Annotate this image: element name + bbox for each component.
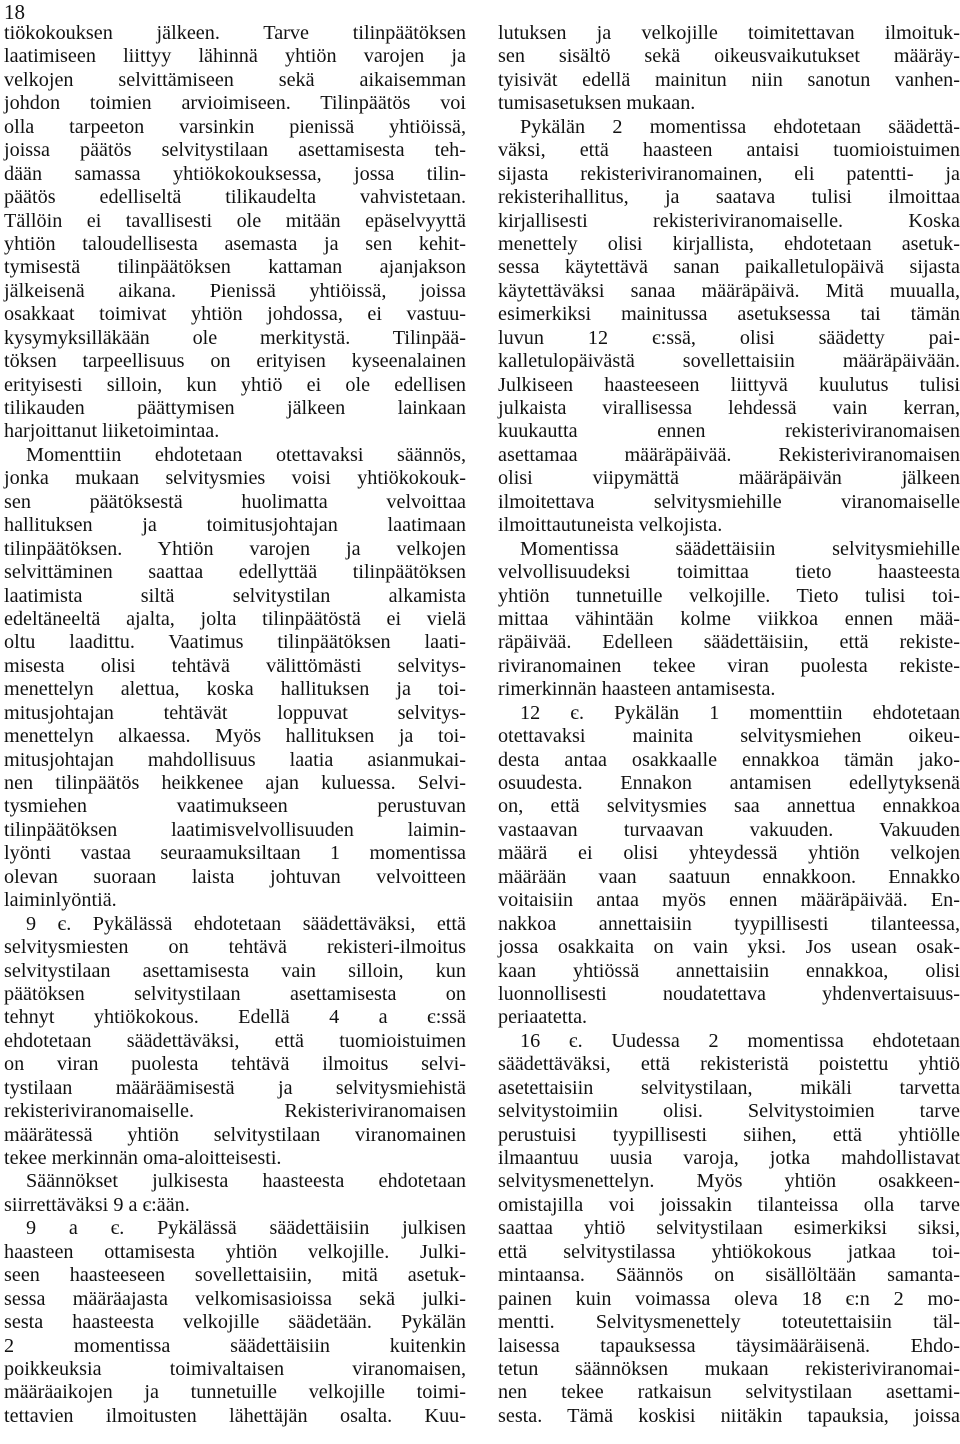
text-line: selvitystoimiin olisi. Selvitystoimien tarve	[498, 1100, 960, 1123]
text-line: velvollisuudeksi toimittaa tieto haasteesta	[498, 561, 960, 584]
text-line: voitaisiin antaa myös ennen määräpäivää. En-	[498, 889, 960, 912]
text-line: perustuisi tyypillisesti siihen, että yhtiölle	[498, 1123, 960, 1146]
text-line: olisi viipymättä määräpäivän jälkeen	[498, 467, 960, 490]
text-line: mitusjohtajan mahdollisuus laatia asianmukai-	[4, 748, 466, 771]
text-line: Tällöin ei tavallisesti ole mitään epäselvyyttä	[4, 209, 466, 232]
text-line: rekisterihallitus, ja saatava tulisi ilmoittaa	[498, 186, 960, 209]
text-line: räpäivää. Edelleen säädettäisiin, että rekiste-	[498, 631, 960, 654]
text-line: sesta haasteesta velkojille säädetään. Pykälän	[4, 1311, 466, 1334]
text-line: yhtiön taloudellisesta asemasta ja sen kehit-	[4, 232, 466, 255]
text-line: määrään vaan saatuun ennakkoon. Ennakko	[498, 865, 960, 888]
page-number: 18	[4, 0, 25, 24]
text-line: kalletulopäivästä sovellettaisiin määräpäivään.	[498, 350, 960, 373]
text-line: sessa määräajasta velkomisasioissa sekä julki-	[4, 1287, 466, 1310]
text-line: tehnyt yhtiökokous. Edellä 4 a є:ssä	[4, 1006, 466, 1029]
text-line: mitusjohtajan tehtävät loppuvat selvitys-	[4, 701, 466, 724]
text-line: määrä ei olisi yhteydessä yhtiön velkojen	[498, 842, 960, 865]
text-line: dään samassa yhtiökokouksessa, jossa tilin-	[4, 162, 466, 185]
text-line: menettely olisi kirjallista, ehdotetaan asetuk-	[498, 232, 960, 255]
text-line: mintaansa. Säännös on sisällöltään samanta-	[498, 1264, 960, 1287]
text-line: tilinpäätöksen. Yhtiön varojen ja velkojen	[4, 537, 466, 560]
text-line: tystilaan määräämisestä ja selvitysmiehistä	[4, 1076, 466, 1099]
text-line: nen tilinpäätös heikkenee ajan kuluessa. Selvi-	[4, 772, 466, 794]
text-line: laatimiseen liittyy lähinnä yhtiön varojen ja	[4, 45, 466, 68]
text-line: otettavaksi mainita selvitysmiehen oikeu-	[498, 725, 960, 748]
text-line: sessa käytettävä sanan paikalletulopäivä sijasta	[498, 256, 960, 279]
text-line: selvitystilaan asettamisesta vain silloin, kun	[4, 959, 466, 982]
text-line: seen haasteeseen sovellettaisiin, mitä asetuk-	[4, 1264, 466, 1287]
left-text-column	[4, 22, 466, 1428]
text-line: hallituksen ja toimitusjohtajan laatimaan	[4, 514, 466, 537]
text-line: tetun säännöksen mukaan rekisteriviranomai-	[498, 1357, 960, 1380]
text-line: laiminlyöntiä.	[4, 889, 117, 912]
text-line: 16 є. Uudessa 2 momentissa ehdotetaan	[520, 1029, 960, 1052]
text-line: tettavien ilmoitusten lähettäjän osalta. Kuu-	[4, 1404, 466, 1427]
text-line: menettelyn alkaessa. Myös hallituksen ja toi-	[4, 725, 466, 748]
text-line: määrätessä yhtiön selvitystilaan viranomainen	[4, 1123, 466, 1146]
text-line: mittaa vähintään kolme viikkoa ennen mää-	[498, 607, 960, 630]
text-line: että selvitystilassa yhtiökokous jatkaa toi-	[498, 1240, 960, 1263]
text-line: poikkeuksia toimivaltaisen viranomaisen,	[4, 1357, 466, 1380]
text-line: ilmoittautuneista velkojista.	[498, 514, 723, 537]
text-line: tilinpäätöksen laatimisvelvollisuuden laimin-	[4, 818, 466, 841]
text-line: tysmiehen vaatimukseen perustuvan	[4, 795, 466, 818]
text-line: esimerkiksi mainitussa asetuksessa tai tämän	[498, 303, 960, 326]
text-line: osuudesta. Ennakon antamisen edellytyksenä	[498, 772, 960, 794]
text-line: vastaavan turvaavan vakuuden. Vakuuden	[498, 818, 960, 841]
text-line: lyönti vastaa seuraamuksiltaan 1 momentissa	[4, 842, 466, 865]
text-line: selvitysmenettelyn. Myös yhtiön osakkeen-	[498, 1170, 960, 1193]
text-line: päätöksen selvitystilaan asettamisesta on	[4, 982, 466, 1005]
text-line: lutuksen ja velkojille toimitettavan ilmoituk-	[498, 22, 960, 44]
text-line: kaan yhtiössä annettaisiin ennakkoa, olisi	[498, 959, 960, 982]
text-line: harjoittanut liiketoimintaa.	[4, 420, 220, 443]
text-line: saattaa yhtiö selvitystilaan esimerkiksi siksi,	[498, 1217, 960, 1240]
text-line: oltu laadittu. Vaatimus tilinpäätöksen laati-	[4, 631, 466, 654]
text-line: painen kuin voimassa oleva 18 є:n 2 mo-	[498, 1287, 960, 1310]
text-line: osakkaat toimivat yhtiön johdossa, ei vastuu-	[4, 303, 466, 326]
text-line: kysymyksilläkään ole merkitystä. Tilinpää-	[4, 326, 466, 349]
text-line: rekisteriviranomaiselle. Rekisteriviranomaisen	[4, 1100, 466, 1123]
text-line: laisessa tapauksessa täysimääräisenä. Ehdo-	[498, 1334, 960, 1357]
text-line: nen tekee ratkaisun selvitystilaan asettami-	[498, 1381, 960, 1404]
text-line: päätös edelliseltä tilikaudelta vahvistetaan.	[4, 186, 466, 209]
text-line: Momenttiin ehdotetaan otettavaksi säännös,	[26, 443, 466, 466]
text-line: ehdotetaan säädettäväksi, että tuomioistuimen	[4, 1029, 466, 1052]
text-line: 12 є. Pykälän 1 momenttiin ehdotetaan	[520, 701, 960, 724]
text-line: siirrettäväksi 9 a є:ään.	[4, 1193, 190, 1216]
text-line: määräaikojen ja tunnetuille velkojille toimi-	[4, 1381, 466, 1404]
text-line: olevan suoraan laista johtuvan velvoitteen	[4, 865, 466, 888]
text-line: Momentissa säädettäisiin selvitysmiehille	[520, 537, 960, 560]
text-line: on viran puolesta tehtävä ilmoitus selvi-	[4, 1053, 466, 1076]
text-line: velkojen selvittämiseen sekä aikaisemman	[4, 68, 466, 91]
text-line: luonnollisesti noudatettava yhdenvertaisuus-	[498, 982, 960, 1005]
text-line: tiökokouksen jälkeen. Tarve tilinpäätöksen	[4, 22, 466, 44]
text-line: on, että selvitysmies saa annettua ennakkoa	[498, 795, 960, 818]
text-line: asetettaisiin selvitystilaan, mikäli tarvetta	[498, 1076, 960, 1099]
text-line: haasteen ottamisesta yhtiön velkojille. Julki-	[4, 1240, 466, 1263]
text-line: rimerkinnän haasteen antamisesta.	[498, 678, 776, 701]
text-line: olla tarpeeton varsinkin pienissä yhtiöissä,	[4, 115, 466, 138]
text-line: erityisesti silloin, kun yhtiö ei ole edellisen	[4, 373, 466, 396]
text-line: jossa osakkaita on vain yksi. Jos usean osak-	[498, 936, 960, 959]
text-line: tymisestä tilinpäätöksen kattaman ajanjakson	[4, 256, 466, 279]
text-line: asettamaa määräpäivää. Rekisteriviranomaisen	[498, 443, 960, 466]
text-line: joissa päätös selvitystilaan asettamisesta teh-	[4, 139, 466, 162]
text-line: menettelyn alettua, koska hallituksen ja toi-	[4, 678, 466, 701]
text-line: omistajilla voi joissakin tilanteissa olla tarve	[498, 1193, 960, 1216]
text-line: mentti. Selvitysmenettely toteutettaisiin täl-	[498, 1311, 960, 1334]
text-line: tyisivät edellä mainitun niin sanotun vanhen-	[498, 68, 960, 91]
text-line: ilmaantuu uusia varoja, jotka mahdollistavat	[498, 1147, 960, 1169]
text-line: nakkoa annettaisiin tyypillisesti tilanteessa,	[498, 912, 960, 935]
text-line: misesta olisi tehtävä välittömästi selvitys-	[4, 654, 466, 677]
text-line: luvun 12 є:ssä, olisi säädetty pai-	[498, 326, 960, 349]
text-line: tumisasetuksen mukaan.	[498, 92, 696, 115]
text-line: ilmoitettava selvitysmiehille viranomaiselle	[498, 490, 960, 513]
text-line: periaatetta.	[498, 1006, 588, 1029]
text-line: jälkeisenä aikana. Pienissä yhtiöissä, joissa	[4, 279, 466, 302]
text-line: desta antaa osakkaalle ennakkoa tämän jako-	[498, 748, 960, 771]
text-line: Julkiseen haasteeseen liittyvä kuulutus tulisi	[498, 373, 960, 396]
text-line: kirjallisesti rekisteriviranomaiselle. Koska	[498, 209, 960, 232]
text-line: kuukautta ennen rekisteriviranomaisen	[498, 420, 960, 443]
text-line: säädettäväksi, että rekisteristä poistettu yhtiö	[498, 1053, 960, 1076]
text-line: selvitysmiesten on tehtävä rekisteri-ilmoitus	[4, 936, 466, 959]
text-line: väksi, että haasteen antaisi tuomioistuimen	[498, 139, 960, 162]
text-line: 2 momentissa säädettäisiin kuitenkin	[4, 1334, 466, 1357]
text-line: sen päätöksestä huolimatta velvoittaa	[4, 490, 466, 513]
text-line: Säännökset julkisesta haasteesta ehdotetaan	[26, 1170, 466, 1193]
text-line: sijasta rekisteriviranomainen, eli patentti- ja	[498, 162, 960, 185]
text-line: jonka mukaan selvitysmies voisi yhtiökokouk-	[4, 467, 466, 490]
text-line: Pykälän 2 momentissa ehdotetaan säädettä-	[520, 115, 960, 138]
text-line: selvittäminen saattaa edellyttää tilinpäätöksen	[4, 561, 466, 584]
text-line: riviranomainen tekee viran puolesta rekiste-	[498, 654, 960, 677]
text-line: laatimista siltä selvitystilan alkamista	[4, 584, 466, 607]
text-line: 9 є. Pykälässä ehdotetaan säädettäväksi, että	[26, 912, 466, 935]
right-text-column	[498, 22, 960, 1428]
text-line: käytettäväksi sanaa määräpäivä. Mitä muualla,	[498, 279, 960, 302]
text-line: johdon toimien arvioimiseen. Tilinpäätös voi	[4, 92, 466, 115]
text-line: julkaista virallisessa lehdessä vain kerran,	[498, 397, 960, 419]
text-line: töksen tarpeellisuus on erityisen kyseenalainen	[4, 350, 466, 373]
text-line: tekee merkinnän oma-aloitteisesti.	[4, 1147, 282, 1169]
text-line: tilikauden päättymisen jälkeen lainkaan	[4, 397, 466, 419]
text-line: yhtiön tunnetuille velkojille. Tieto tulisi toi-	[498, 584, 960, 607]
text-line: sesta. Tämä koskisi niitäkin tapauksia, joissa	[498, 1404, 960, 1427]
text-line: edeltäneeltä ajalta, jolta tilinpäätöstä ei vielä	[4, 607, 466, 630]
text-line: 9 a є. Pykälässä säädettäisiin julkisen	[26, 1217, 466, 1240]
text-line: sen sisältö sekä oikeusvaikutukset määräy-	[498, 45, 960, 68]
